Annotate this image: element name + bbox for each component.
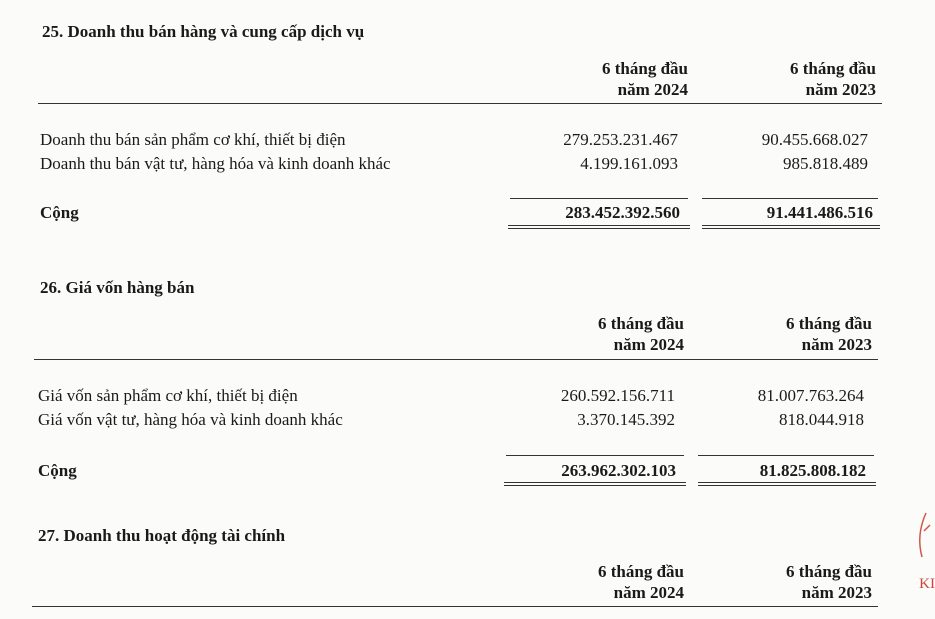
section-25-row-1-label: Doanh thu bán sản phẩm cơ khí, thiết bị điện [40, 130, 346, 149]
section-25-total-double-rule-2 [508, 228, 690, 229]
section-25-total-rule-top-2024 [510, 198, 688, 199]
header-line: 6 tháng đầu [602, 59, 688, 78]
section-26-row-1-label: Giá vốn sản phẩm cơ khí, thiết bị điện [38, 386, 298, 405]
section-27-header-rule [32, 606, 878, 607]
section-26-row-1-2024: 260.592.156.711 [560, 386, 675, 405]
section-26-header-rule [34, 359, 878, 360]
section-26-total-label: Cộng [38, 461, 77, 480]
header-line: năm 2024 [613, 335, 684, 354]
header-line: 6 tháng đầu [598, 314, 684, 333]
section-25-total-2024: 283.452.392.560 [565, 203, 680, 222]
header-line: 6 tháng đầu [786, 562, 872, 581]
stamp-fragment [912, 505, 935, 615]
header-line: năm 2023 [801, 335, 872, 354]
section-27-col-2023-header [652, 561, 872, 603]
header-line: 6 tháng đầu [790, 59, 876, 78]
section-26-total-rule-top-2024 [506, 455, 684, 456]
section-27-title: 27. Doanh thu hoạt động tài chính [38, 526, 286, 545]
section-26-row-2-2024: 3.370.145.392 [577, 410, 675, 429]
section-26-total-2023: 81.825.808.182 [759, 461, 866, 480]
section-25-total-2023: 91.441.486.516 [766, 203, 873, 222]
header-line: năm 2023 [801, 583, 872, 602]
section-25-row-2-2024: 4.199.161.093 [580, 154, 678, 173]
section-26-row-2-2023: 818.044.918 [779, 410, 864, 429]
section-25-header-rule [38, 103, 882, 104]
header-line: năm 2024 [617, 80, 688, 99]
section-27-col-2024-header [464, 561, 684, 603]
section-26-total-double-rule-4 [698, 485, 876, 486]
header-line: năm 2023 [805, 80, 876, 99]
section-26-total-double-rule-2 [504, 485, 686, 486]
section-25-col-2024-header [468, 58, 688, 100]
section-25-col-2023-header [656, 58, 876, 100]
section-26-total-double-rule-1 [504, 482, 686, 483]
section-25-row-2-label: Doanh thu bán vật tư, hàng hóa và kinh doanh khác [40, 154, 391, 173]
header-line: năm 2024 [613, 583, 684, 602]
section-26-title: 26. Giá vốn hàng bán [40, 278, 195, 297]
section-25-total-double-rule-3 [702, 225, 880, 226]
section-25-total-double-rule-4 [702, 228, 880, 229]
stamp-text: KI [919, 576, 935, 592]
section-25-title: 25. Doanh thu bán hàng và cung cấp dịch vụ [42, 22, 365, 41]
section-26-row-1-2023: 81.007.763.264 [757, 386, 864, 405]
section-25-row-1-2024: 279.253.231.467 [563, 130, 678, 149]
section-26-col-2024-header [464, 313, 684, 355]
section-26-total-double-rule-3 [698, 482, 876, 483]
section-26-total-rule-top-2023 [698, 455, 874, 456]
section-25-total-double-rule-1 [508, 225, 690, 226]
section-25-row-2-2023: 985.818.489 [783, 154, 868, 173]
section-26-row-2-label: Giá vốn vật tư, hàng hóa và kinh doanh khác [38, 410, 343, 429]
section-25-total-label: Cộng [40, 203, 79, 222]
section-26-col-2023-header [652, 313, 872, 355]
section-26-total-2024: 263.962.302.103 [561, 461, 676, 480]
header-line: 6 tháng đầu [598, 562, 684, 581]
section-25-total-rule-top-2023 [702, 198, 878, 199]
header-line: 6 tháng đầu [786, 314, 872, 333]
section-25-row-1-2023: 90.455.668.027 [761, 130, 868, 149]
